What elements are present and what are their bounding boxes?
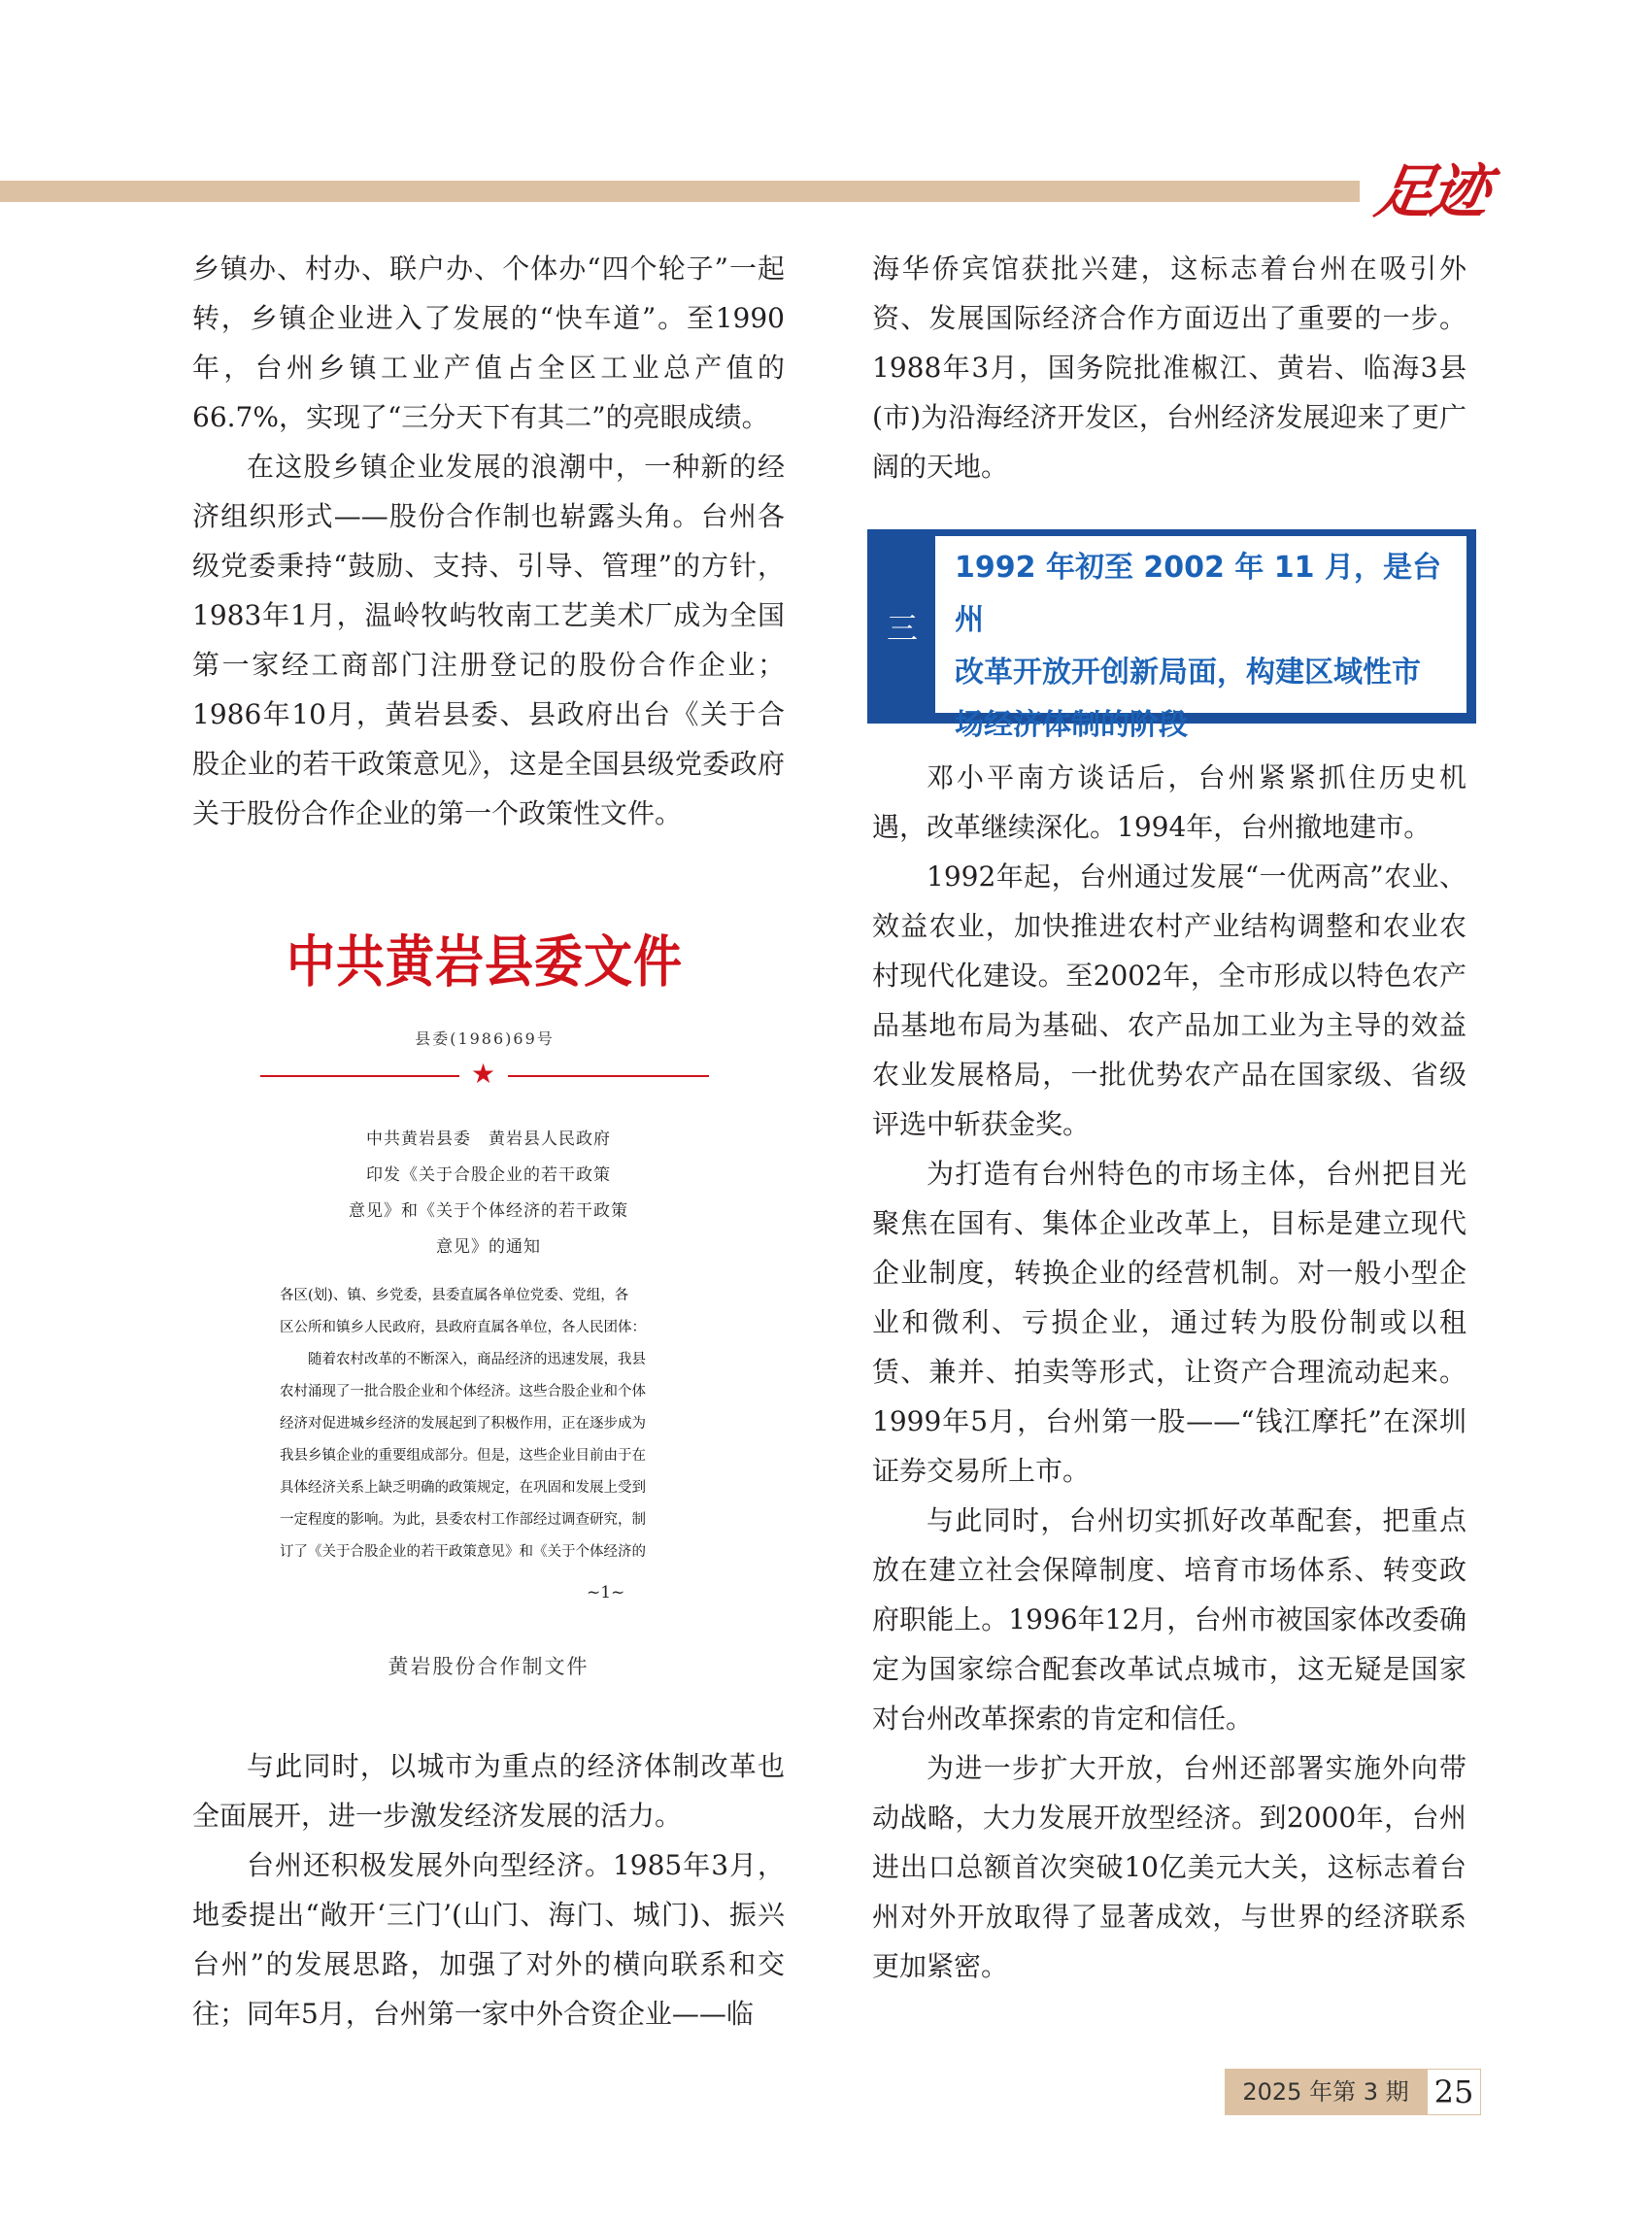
body-line: 一定程度的影响。为此，县委农村工作部经过调查研究，制 (280, 1512, 646, 1528)
body-line: 农村涌现了一批合股企业和个体经济。这些合股企业和个体 (280, 1384, 646, 1399)
document-title: 中共黄岩县委文件 (287, 929, 683, 995)
body-line: 我县乡镇企业的重要组成部分。但是，这些企业目前由于在 (280, 1448, 646, 1464)
document-divider-left (260, 1075, 459, 1077)
document-divider-right (508, 1075, 709, 1077)
left-column-top (192, 244, 785, 838)
subject-line: 意见》的通知 (436, 1237, 541, 1257)
left-column-bottom (192, 1741, 785, 2039)
section-number: 三 (886, 610, 918, 647)
document-body (280, 1280, 697, 1568)
body-line: 各区(划)、镇、乡党委，县委直属各单位党委、党组，各 (280, 1288, 629, 1303)
image-caption: 黄岩股份合作制文件 (388, 1655, 590, 1678)
header-bar (0, 181, 1360, 202)
paragraph: 为进一步扩大开放，台州还部署实施外向带动战略，大力发展开放型经济。到2000年，台州进出口总额首次突破10亿美元大关，这标志着台州对外开放取得了显著成效，与世界的经济联系更加紧密。 (872, 1752, 1467, 1982)
body-line: 区公所和镇乡人民政府，县政府直属各单位，各人民团体： (280, 1320, 646, 1335)
subject-line: 中共黄岩县委 黄岩县人民政府 (366, 1129, 611, 1149)
body-line: 经济对促进城乡经济的发展起到了积极作用，正在逐步成为 (280, 1416, 646, 1432)
magazine-logo: 足迹 (1369, 158, 1492, 226)
star-icon: ★ (471, 1058, 496, 1090)
document-image (260, 903, 709, 1632)
subject-line: 印发《关于合股企业的若干政策 (366, 1165, 611, 1185)
subject-line: 意见》和《关于个体经济的若干政策 (349, 1201, 628, 1221)
document-subject (328, 1122, 649, 1265)
page-number: 25 (1427, 2069, 1481, 2115)
section-title (935, 536, 1467, 742)
section-title-line: 场经济体制的阶段 (955, 708, 1188, 742)
document-number: 县委(1986)69号 (415, 1029, 555, 1048)
body-line: 订了《关于合股企业的若干政策意见》和《关于个体经济的 (280, 1544, 646, 1560)
paragraph: 为打造有台州特色的市场主体，台州把目光聚焦在国有、集体企业改革上，目标是建立现代企业制度，转换企业的经营机制。对一般小型企业和微利、亏损企业，通过转为股份制或以租赁、兼并、拍卖等形式，让资产合理流动起来。1999年5月，台州第一股——“钱江摩托”在深圳证券交易所上市。 (872, 1158, 1467, 1487)
paragraph: 在这股乡镇企业发展的浪潮中，一种新的经济组织形式——股份合作制也崭露头角。台州各级党委秉持“鼓励、支持、引导、管理”的方针，1983年1月，温岭牧屿牧南工艺美术厂成为全国第一家经工商部门注册登记的股份合作企业；1986年10月，黄岩县委、县政府出台《关于合股企业的若干政策意见》，这是全国县级党委政府关于股份合作企业的第一个政策性文件。 (192, 451, 785, 829)
document-page-mark: ~1~ (587, 1583, 625, 1602)
section-heading (867, 529, 1476, 742)
right-column-bottom (872, 753, 1467, 1991)
paragraph: 与此同时，台州切实抓好改革配套，把重点放在建立社会保障制度、培育市场体系、转变政府职能上。1996年12月，台州市被国家体改委确定为国家综合配套改革试点城市，这无疑是国家对台州改革探索的肯定和信任。 (872, 1504, 1467, 1735)
right-column-top (872, 244, 1467, 491)
paragraph: 邓小平南方谈话后，台州紧紧抓住历史机遇，改革继续深化。1994年，台州撤地建市。 (872, 761, 1467, 843)
issue-label: 2025 年第 3 期 (1225, 2069, 1427, 2115)
paragraph: 与此同时，以城市为重点的经济体制改革也全面展开，进一步激发经济发展的活力。 (192, 1750, 785, 1832)
body-line: 随着农村改革的不断深入，商品经济的迅速发展，我县 (308, 1352, 646, 1367)
paragraph: 台州还积极发展外向型经济。1985年3月，地委提出“敞开‘三门’(山门、海门、城门)、振兴台州”的发展思路，加强了对外的横向联系和交往；同年5月，台州第一家中外合资企业——临 (192, 1849, 785, 2030)
section-title-line: 1992 年初至 2002 年 11 月，是台州 (955, 551, 1441, 637)
paragraph: 海华侨宾馆获批兴建，这标志着台州在吸引外资、发展国际经济合作方面迈出了重要的一步。1988年3月，国务院批准椒江、黄岩、临海3县(市)为沿海经济开发区，台州经济发展迎来了更广阔的天地。 (872, 253, 1467, 483)
paragraph: 乡镇办、村办、联户办、个体办“四个轮子”一起转，乡镇企业进入了发展的“快车道”。至1990年，台州乡镇工业产值占全区工业总产值的66.7%，实现了“三分天下有其二”的亮眼成绩。 (192, 253, 785, 433)
body-line: 具体经济关系上缺乏明确的政策规定，在巩固和发展上受到 (280, 1480, 646, 1496)
section-title-line: 改革开放开创新局面，构建区域性市 (955, 656, 1421, 690)
paragraph: 1992年起，台州通过发展“一优两高”农业、效益农业，加快推进农村产业结构调整和农业农村现代化建设。至2002年，全市形成以特色农产品基地布局为基础、农产品加工业为主导的效益农业发展格局，一批优势农产品在国家级、省级评选中斩获金奖。 (872, 860, 1467, 1140)
